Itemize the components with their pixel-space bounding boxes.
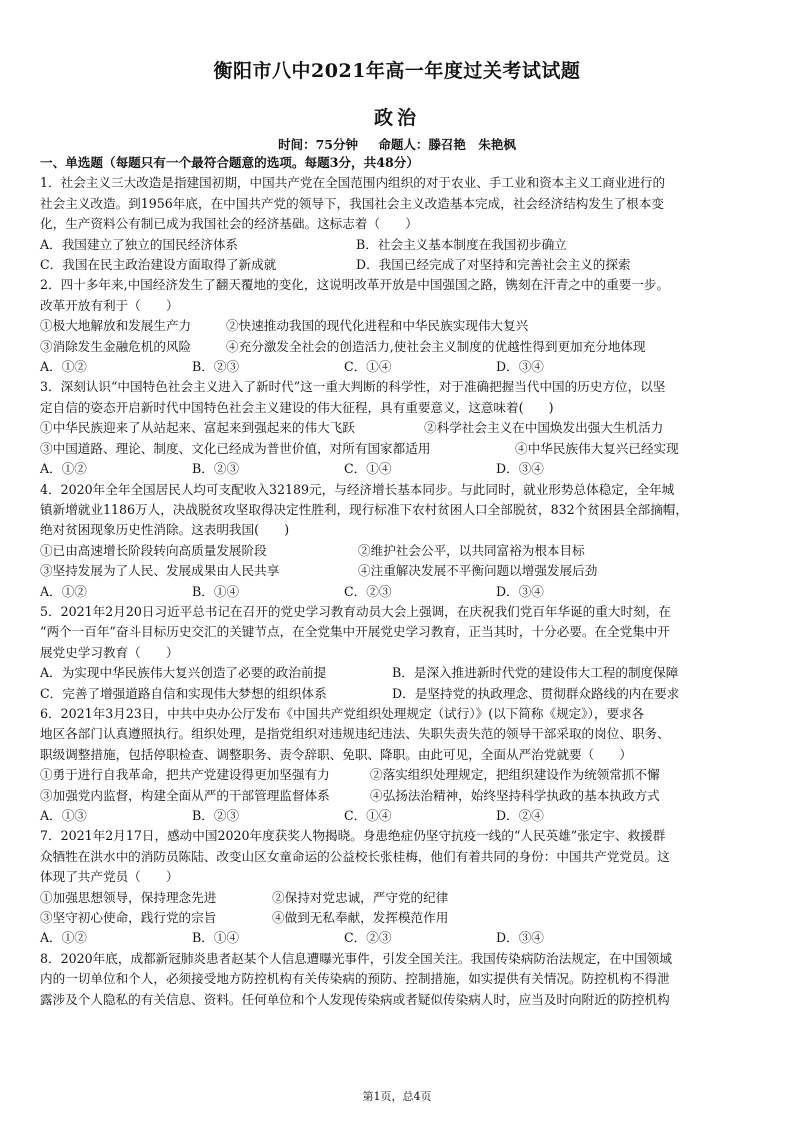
question-2 — [40, 275, 762, 377]
question-text: 4．2020年全年全国居民人均可支配收入32189元，与经济增长基本同步。与此同时，就业形势总体稳定，全年城 — [40, 481, 675, 497]
option-d: D．②④ — [496, 808, 544, 823]
statement-4: ④注重解决发展不平衡问题以增强发展后劲 — [358, 563, 598, 579]
question-text: 展党史学习教育（ ） — [40, 644, 179, 660]
statement-4: ④中华民族伟大复兴已经实现 — [515, 440, 679, 456]
option-b: B．②③ — [192, 359, 240, 375]
statement-2: ②维护社会公平，以共同富裕为根本目标 — [358, 542, 585, 558]
question-text: 内的一切单位和个人，必须接受地方防控机构有关传染病的预防、控制措施，如实提供有关情况。防控机构不得泄 — [40, 971, 670, 987]
option-b: B．①④ — [192, 930, 240, 946]
statement-1: ①已由高速增长阶段转向高质量发展阶段 — [40, 542, 267, 558]
option-row — [40, 806, 762, 826]
option-row — [40, 357, 762, 377]
question-text: 露涉及个人隐私的有关信息、资料。任何单位和个人发现传染病或者疑似传染病人时，应当及时向附近的防控机构 — [40, 991, 670, 1007]
question-5 — [40, 602, 762, 704]
question-4 — [40, 480, 762, 602]
option-c: C．①④ — [344, 359, 392, 375]
statement-4: ④做到无私奉献，发挥模范作用 — [272, 910, 449, 926]
statement-2: ②落实组织处理规定，把组织建设作为统领常抓不懈 — [370, 767, 660, 783]
statement-row — [40, 786, 762, 806]
question-text: 化，生产资料公有制已成为我国社会的经济基础。这标志着（ ） — [40, 216, 418, 232]
question-text: 体现了共产党员（ ） — [40, 869, 179, 885]
statement-row — [40, 888, 762, 908]
statement-row — [40, 765, 762, 785]
option-a: A．①② — [40, 583, 87, 599]
statement-3: ③中国道路、理论、制度、文化已经成为普世价值，对所有国家都适用 — [40, 440, 431, 456]
question-1 — [40, 173, 762, 275]
option-row — [40, 663, 762, 683]
statement-3: ③坚守初心使命，践行党的宗旨 — [40, 910, 217, 926]
option-c: C．我国在民主政治建设方面取得了新成就 — [40, 257, 277, 273]
option-c: C．①④ — [344, 461, 392, 477]
question-text: 8．2020年底，成都新冠肺炎患者赵某个人信息遭曝光事件，引发全国关注。我国传染病防治法规定，在中国领域 — [40, 950, 672, 966]
question-7 — [40, 826, 762, 948]
statement-3: ③加强党内监督，构建全面从严的干部管理监督体系 — [40, 787, 330, 803]
statement-row — [40, 418, 762, 438]
exam-authors: 命题人：滕召艳 朱艳枫 — [378, 137, 516, 152]
option-b: B．①④ — [192, 583, 240, 599]
exam-title: 衡阳市八中2021年高一年度过关考试试题 — [213, 60, 581, 82]
question-text: 3．深刻认识“中国特色社会主义进入了新时代”这一重大判断的科学性，对于准确把握当代中国的历史方位，以坚 — [40, 379, 666, 395]
option-c: C．②③ — [344, 583, 392, 599]
question-6 — [40, 704, 762, 826]
page-footer: 第1页，总4页 — [362, 1090, 432, 1103]
option-a: A．①③ — [40, 808, 87, 823]
statement-1: ①加强思想领导，保持理念先进 — [40, 889, 217, 905]
question-text: 5．2021年2月20日习近平总书记在召开的党史学习教育动员大会上强调，在庆祝我们党百年华诞的重大时刻，在 — [40, 603, 671, 619]
option-row — [40, 459, 762, 479]
question-text: 改革开放有利于（ ） — [40, 297, 179, 313]
exam-meta — [0, 135, 794, 153]
option-c: C．②③ — [344, 930, 392, 946]
option-c: C．①④ — [344, 808, 392, 823]
question-text: 镇新增就业1186万人，决战脱贫攻坚取得决定性胜利，现行标准下农村贫困人口全部脱贫，832个贫困县全部摘帽， — [40, 501, 688, 517]
question-8 — [40, 949, 762, 1010]
exam-content — [40, 153, 762, 1010]
question-text: 7．2021年2月17日，感动中国2020年度获奖人物揭晓。身患绝症仍坚守抗疫一线的“人民英雄”张定宇、救援群 — [40, 828, 666, 844]
statement-3: ③坚持发展为了人民、发展成果由人民共享 — [40, 563, 280, 579]
question-text: 1．社会主义三大改造是指建国初期，中国共产党在全国范围内组织的对于农业、手工业和资本主义工商业进行的 — [40, 175, 666, 191]
option-d: D．③④ — [496, 930, 544, 946]
statement-row — [40, 561, 762, 581]
question-text: “两个一百年”奋斗目标历史交汇的关键节点，在全党集中开展党史学习教育，正当其时，十分必要。在全党集中开 — [40, 624, 670, 640]
statement-4: ④充分激发全社会的创造活力,使社会主义制度的优越性得到更加充分地体现 — [226, 338, 646, 354]
option-d: D．我国已经完成了对坚持和完善社会主义的探索 — [356, 257, 631, 273]
option-a: A．①② — [40, 461, 87, 477]
option-d: D．③④ — [496, 583, 544, 599]
statement-4: ④弘扬法治精神，始终坚持科学执政的基本执政方式 — [370, 787, 660, 803]
statement-2: ②保持对党忠诚，严守党的纪律 — [272, 889, 449, 905]
question-text: 6．2021年3月23日，中共中央办公厅发布《中国共产党组织处理规定（试行）》(以下简称《规定》），要求各 — [40, 705, 645, 721]
option-a: A．①② — [40, 359, 87, 375]
question-text: 地区各部门认真遵照执行。组织处理，是指党组织对违规违纪违法、失职失责失范的领导干部采取的岗位、职务、 — [40, 726, 670, 742]
question-3 — [40, 377, 762, 479]
option-b: B．②③ — [192, 808, 240, 823]
statement-row — [40, 316, 762, 336]
option-b: B．是深入推进新时代党的建设伟大工程的制度保障 — [392, 665, 679, 681]
statement-1: ①勇于进行自我革命，把共产党建设得更加坚强有力 — [40, 767, 330, 783]
option-b: B．②③ — [192, 461, 240, 477]
option-a: A．我国建立了独立的国民经济体系 — [40, 236, 239, 252]
statement-1: ①中华民族迎来了从站起来、富起来到强起来的伟大飞跃 — [40, 420, 355, 436]
statement-row — [40, 908, 762, 928]
question-text: 定自信的姿态开启新时代中国特色社会主义建设的伟大征程，具有重要意义，这意味着( ) — [40, 399, 554, 415]
option-row — [40, 235, 762, 255]
exam-time: 时间：75分钟 — [278, 137, 359, 152]
statement-1: ①极大地解放和发展生产力 — [40, 318, 192, 334]
statement-row — [40, 439, 762, 459]
section-heading: 一、单选题（每题只有一个最符合题意的选项。每题3分，共48分） — [40, 155, 419, 170]
option-row — [40, 928, 762, 948]
question-text: 社会主义改造。到1956年底，在中国共产党的领导下，我国社会主义改造基本完成，社会经济结构发生了根本变 — [40, 195, 664, 211]
option-d: D．③④ — [496, 359, 544, 375]
statement-3: ③消除发生金融危机的风险 — [40, 338, 192, 354]
question-text: 众牺牲在洪水中的消防员陈陆、改变山区女童命运的公益校长张桂梅，他们有着共同的身份：中国共产党党员。这 — [40, 848, 670, 864]
question-text: 绝对贫困现象历史性消除。这表明我国( ) — [40, 522, 290, 538]
option-row — [40, 684, 762, 704]
option-b: B．社会主义基本制度在我国初步确立 — [356, 236, 567, 252]
option-c: C．完善了增强道路自信和实现伟大梦想的组织体系 — [40, 685, 327, 701]
question-text: 2．四十多年来,中国经济发生了翻天覆地的变化，这说明改革开放是中国强国之路，镌刻在汗青之中的重要一步。 — [40, 277, 670, 293]
option-row — [40, 582, 762, 602]
statement-row — [40, 337, 762, 357]
question-text: 职级调整措施，包括停职检查、调整职务、责令辞职、免职、降职。由此可见，全面从严治党就要（ ） — [40, 746, 632, 762]
statement-2: ②科学社会主义在中国焕发出强大生机活力 — [424, 420, 664, 436]
statement-row — [40, 541, 762, 561]
option-a: A．为实现中华民族伟大复兴创造了必要的政治前提 — [40, 665, 327, 681]
option-a: A．①② — [40, 930, 87, 946]
subject-title: 政治 — [373, 107, 420, 129]
option-d: D．是坚持党的执政理念、贯彻群众路线的内在要求 — [392, 685, 680, 701]
statement-2: ②快速推动我国的现代化进程和中华民族实现伟大复兴 — [226, 318, 529, 334]
option-d: D．③④ — [496, 461, 544, 477]
option-row — [40, 255, 762, 275]
